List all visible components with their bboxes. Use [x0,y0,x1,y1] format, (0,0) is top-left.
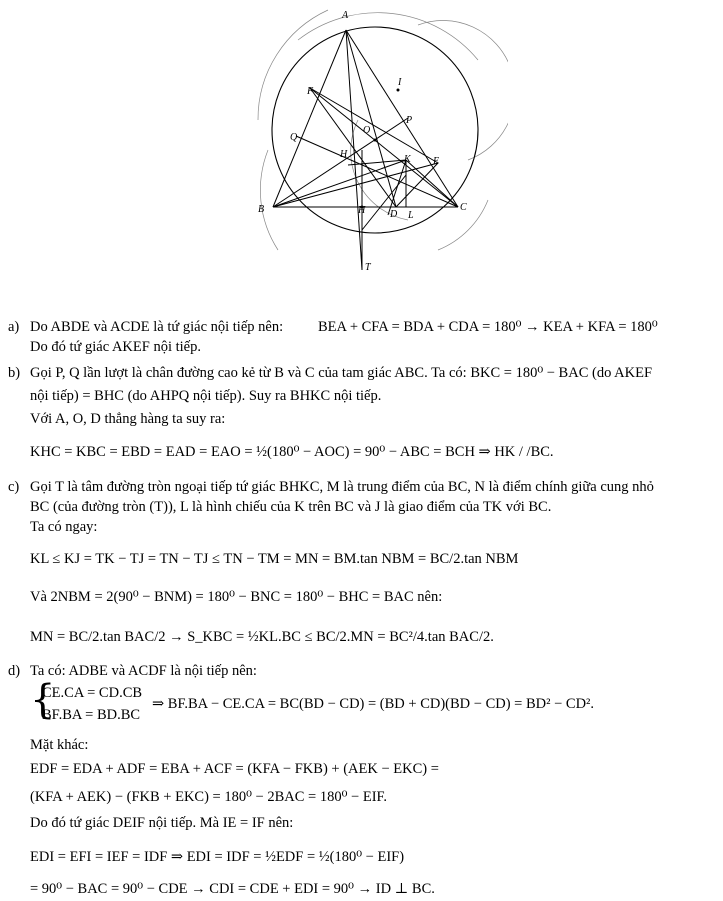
svg-text:H: H [358,205,366,216]
part-c-line-2: BC (của đường tròn (T)), L là hình chiếu của K trên BC và J là giao điểm của TK với BC. [30,499,552,515]
part-c-line-5: Và 2NBM = 2(90⁰ − BNM) = 180⁰ − BNC = 180⁰ − BHC = BAC nên: [30,589,443,605]
part-d-line-5: (KFA + AEK) − (FKB + EKC) = 180⁰ − 2BAC = 180⁰ − EIF. [30,789,388,805]
part-d-eq-3: ⇒ BF.BA − CE.CA = BC(BD − CD) = (BD + CD)(BD − CD) = BD² − CD². [152,696,595,712]
system-brace: { [30,677,56,723]
part-a-line-2: Do đó tứ giác AKEF nội tiếp. [30,339,201,355]
part-c-label: c) [8,479,20,495]
part-d-line-6: Do đó tứ giác DEIF nội tiếp. Mà IE = IF nên: [30,815,294,831]
part-a-label: a) [8,319,20,335]
svg-text:K: K [404,154,411,165]
svg-text:O: O [363,125,371,136]
svg-text:T: T [365,262,371,273]
part-c-line-4: KL ≤ KJ = TK − TJ = TN − TJ ≤ TN − TM = MN = BM.tan NBM = BC/2.tan NBM [30,551,519,567]
part-b-line-4: KHC = KBC = EBD = EAD = EAO = ½(180⁰ − AOC) = 90⁰ − ABC = BCH ⇒ HK / /BC. [30,444,554,460]
part-d-line-4: EDF = EDA + ADF = EBA + ACF = (KFA − FKB) + (AEK − EKC) = [30,761,439,777]
part-d-line-8: = 90⁰ − BAC = 90⁰ − CDE → CDI = CDE + EDI = 90⁰ → ID ⊥ BC. [30,881,435,897]
svg-text:F: F [307,86,314,97]
part-d-label: d) [8,663,21,679]
part-d-line-3: Mặt khác: [30,737,89,753]
svg-text:I: I [398,77,402,88]
part-c-line-6: MN = BC/2.tan BAC/2 → S_KBC = ½KL.BC ≤ BC/2.MN = BC²/4.tan BAC/2. [30,629,494,645]
svg-text:H: H [340,149,348,160]
svg-text:L: L [408,210,414,221]
part-d-text-1: Ta có: ADBE và ACDF là nội tiếp nên: [30,663,257,679]
part-c-line-3: Ta có ngay: [30,519,98,535]
part-b-text-1: Gọi P, Q lần lượt là chân đường cao kẻ từ B và C của tam giác ABC. Ta có: BKC = 180⁰ − BAC (do AKEF [30,365,653,381]
svg-text:E: E [433,156,440,167]
part-b-label: b) [8,365,21,381]
svg-text:A: A [342,10,349,21]
part-b-line-3: Với A, O, D thẳng hàng ta suy ra: [30,411,226,427]
svg-text:B: B [258,204,265,215]
part-d-line-7: EDI = EFI = IEF = IDF ⇒ EDI = IDF = ½EDF = ½(180⁰ − EIF) [30,849,405,865]
part-b-line-2: nội tiếp) = BHC (do AHPQ nội tiếp). Suy ra BHKC nội tiếp. [30,388,382,404]
svg-text:Q: Q [290,132,298,143]
part-c-text-1: Gọi T là tâm đường tròn ngoại tiếp tứ giác BHKC, M là trung điểm của BC, N là điểm chính giữa cung nhỏ [30,479,654,495]
part-d-eq-2: BF.BA = BD.BC [42,707,141,723]
part-d-eq-1: CE.CA = CD.CB [42,685,143,701]
geometry-figure [238,0,508,280]
svg-text:D: D [390,209,398,220]
part-a-math-1: BEA + CFA = BDA + CDA = 180⁰ → KEA + KFA = 180⁰ [318,319,658,335]
svg-text:P: P [406,115,413,126]
svg-text:C: C [460,202,467,213]
part-a-text-1: Do ABDE và ACDE là tứ giác nội tiếp nên: [30,319,284,335]
